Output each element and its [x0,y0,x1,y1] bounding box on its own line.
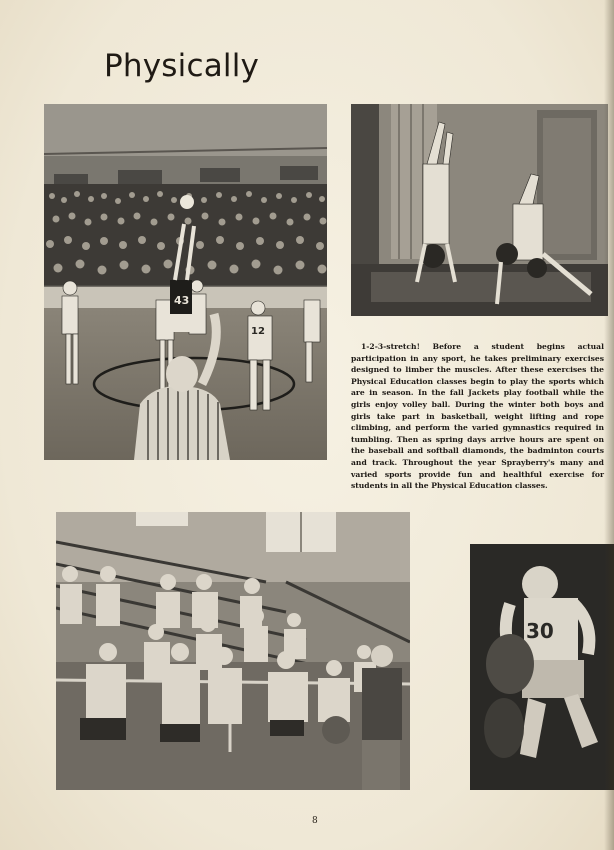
page-edge-shadow [604,0,614,850]
page-number: 8 [312,816,318,826]
jersey-number-12: 12 [251,326,265,337]
football-photo [470,544,614,790]
class-bleachers-photo [56,512,410,790]
gymnastics-photo [351,104,608,316]
basketball-photo [44,104,327,460]
page-heading: Physically [104,48,260,84]
jersey-number-43: 43 [174,294,190,307]
jersey-number-30: 30 [526,619,554,643]
photo-caption: 1-2-3-stretch! Before a student begins actual participation in any sport, he takes preliminary exercises designed to limber the muscles. After these exercises the Physical Education classes begin to play the sports which are in season. In the fall Jackets play football while the girls enjoy volley ball. During the winter both boys and girls take part in basketball, weight lifting and rope climbing, and perform the varied gymnastics required in tumbling. Then as spring days arrive hours are spent on the baseball and softball diamonds, the badminton courts and track. Throughout the year Sprayberry's many and varied sports provide fun and healthful exercise for students in all the Physical Education classes. [351,342,604,491]
